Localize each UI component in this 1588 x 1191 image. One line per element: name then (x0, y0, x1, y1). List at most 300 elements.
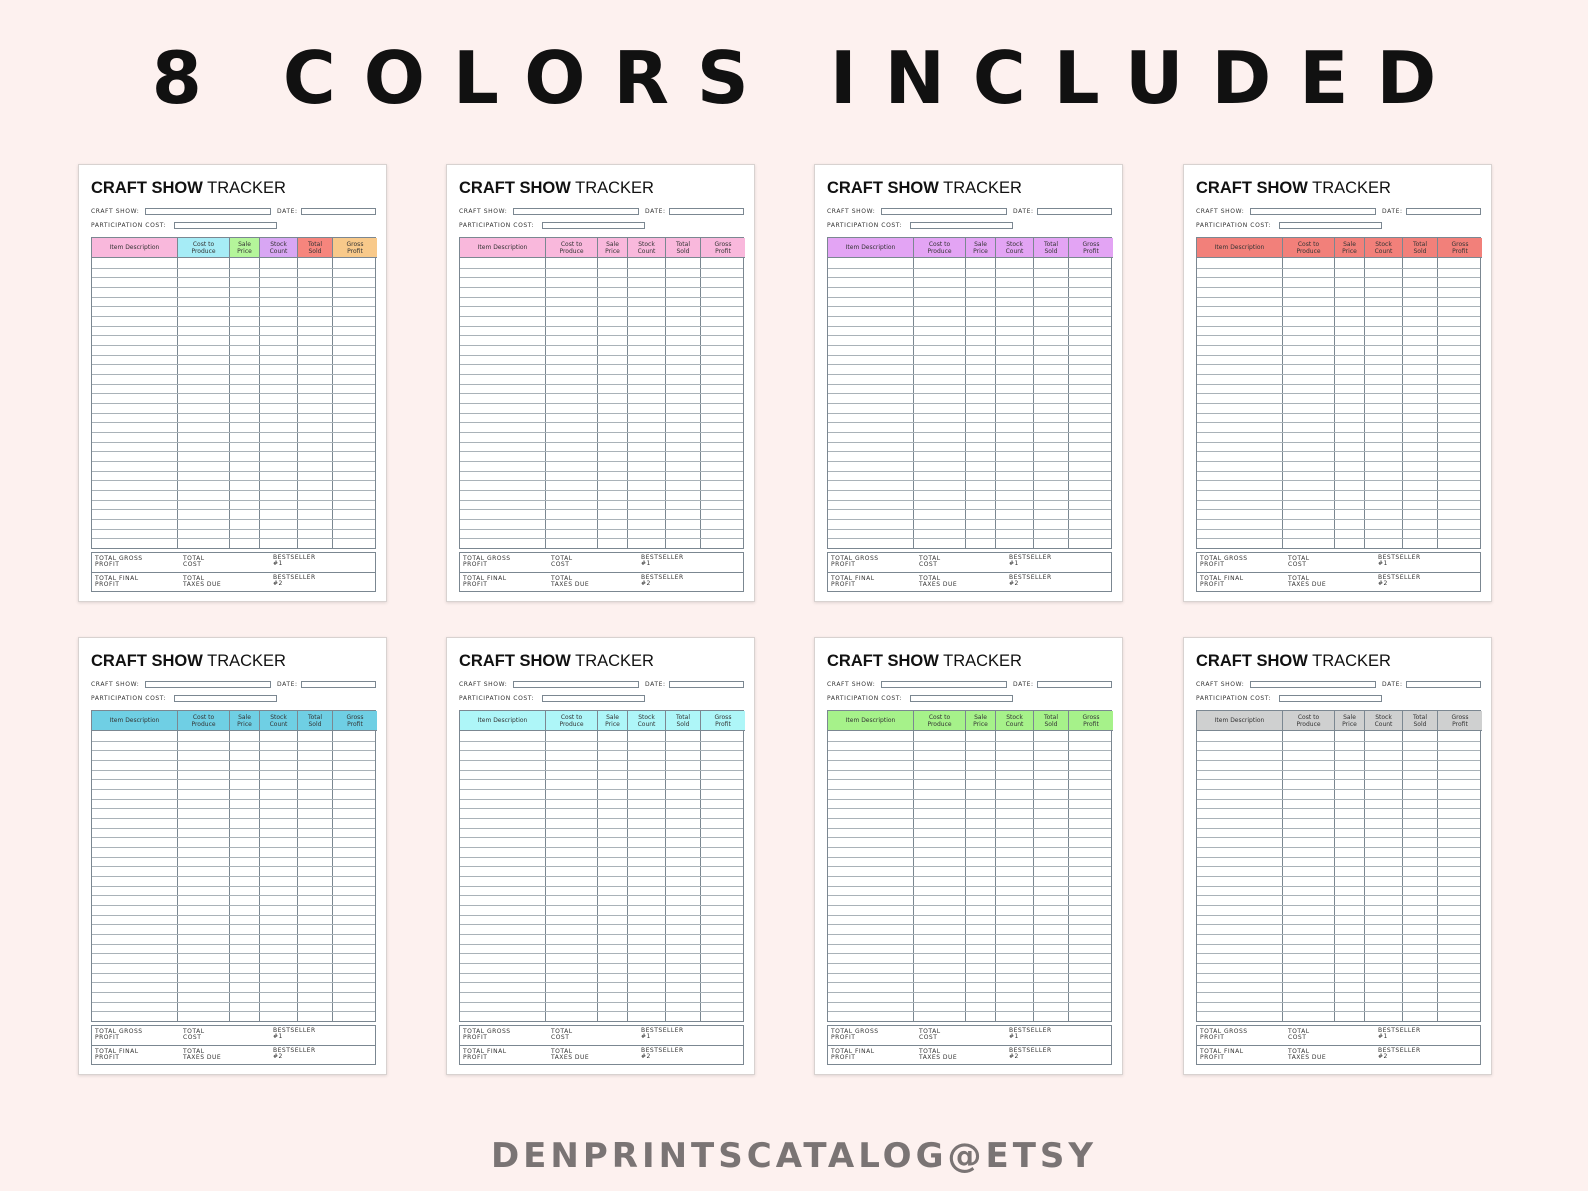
table-row-line (828, 760, 1111, 761)
tracker-page (446, 164, 755, 602)
total-final-profit-label: TOTAL FINAL PROFIT (831, 575, 875, 588)
column-header: Cost to Produce (914, 711, 966, 731)
table-row-line (828, 345, 1111, 346)
table-row-line (92, 789, 375, 790)
table-row-line (460, 538, 743, 539)
table-row-line (828, 895, 1111, 896)
table-row-line (1197, 741, 1480, 742)
table-row-line (828, 876, 1111, 877)
date-label: DATE: (1013, 208, 1034, 215)
table-row-line (460, 1011, 743, 1012)
column-header: Gross Profit (333, 711, 377, 731)
totals-box (91, 552, 376, 592)
table-row-line (1197, 461, 1480, 462)
table-row-line (828, 538, 1111, 539)
craft-show-field[interactable] (1250, 681, 1376, 688)
total-final-profit-label: TOTAL FINAL PROFIT (463, 575, 507, 588)
table-row-line (460, 316, 743, 317)
table-row-line (828, 480, 1111, 481)
table-row-line (92, 306, 375, 307)
date-label: DATE: (645, 681, 666, 688)
table-row-line (828, 992, 1111, 993)
total-final-profit-label: TOTAL FINAL PROFIT (1200, 575, 1244, 588)
table-row-line (92, 741, 375, 742)
total-taxes-due-label: TOTAL TAXES DUE (551, 1048, 590, 1061)
date-label: DATE: (277, 208, 298, 215)
column-header: Item Description (92, 238, 178, 258)
table-row-line (1197, 944, 1480, 945)
table-row-line (1197, 799, 1480, 800)
table-row-line (92, 750, 375, 751)
craft-show-label: CRAFT SHOW: (459, 681, 508, 688)
tracker-title: CRAFT SHOW TRACKER (827, 652, 1022, 670)
table-row-line (1197, 982, 1480, 983)
table-row-line (828, 500, 1111, 501)
table-row-line (92, 519, 375, 520)
column-header: Item Description (1197, 238, 1283, 258)
column-header: Stock Count (1365, 711, 1403, 731)
totals-box (1196, 1025, 1481, 1065)
table-row-line (92, 973, 375, 974)
date-field[interactable] (1406, 681, 1481, 688)
participation-cost-field[interactable] (174, 695, 277, 702)
table-row-line (460, 818, 743, 819)
table-row-line (92, 895, 375, 896)
table-row-line (460, 461, 743, 462)
column-header: Cost to Produce (914, 238, 966, 258)
table-row-line (1197, 818, 1480, 819)
table-row-line (828, 306, 1111, 307)
table-row-line (460, 789, 743, 790)
table-row-line (1197, 287, 1480, 288)
total-gross-profit-label: TOTAL GROSS PROFIT (463, 555, 511, 568)
table-row-line (1197, 924, 1480, 925)
column-header: Total Sold (1403, 238, 1438, 258)
table-row-line (92, 500, 375, 501)
totals-box (91, 1025, 376, 1065)
participation-cost-label: PARTICIPATION COST: (459, 695, 535, 702)
table-row-line (460, 297, 743, 298)
table-row-line (460, 915, 743, 916)
table-row-line (828, 326, 1111, 327)
tracker-table (827, 710, 1112, 1022)
date-field[interactable] (1406, 208, 1481, 215)
table-row-line (1197, 490, 1480, 491)
craft-show-field[interactable] (145, 681, 271, 688)
table-row-line (460, 268, 743, 269)
table-row-line (460, 393, 743, 394)
table-row-line (460, 480, 743, 481)
table-row-line (460, 403, 743, 404)
column-header: Total Sold (1403, 711, 1438, 731)
table-row-line (460, 982, 743, 983)
bestseller-1-label: BESTSELLER #1 (641, 1027, 684, 1040)
table-row-line (92, 345, 375, 346)
table-row-line (1197, 886, 1480, 887)
participation-cost-field[interactable] (542, 222, 645, 229)
footer-credit: DENPRINTSCATALOG@ETSY (490, 1136, 1098, 1176)
table-row-line (92, 915, 375, 916)
craft-show-field[interactable] (513, 681, 639, 688)
column-header: Total Sold (1034, 711, 1069, 731)
table-row-line (92, 316, 375, 317)
table-row-line (460, 866, 743, 867)
table-row-line (460, 364, 743, 365)
table-row-line (828, 403, 1111, 404)
craft-show-field[interactable] (881, 681, 1007, 688)
table-row-line (460, 1002, 743, 1003)
table-row-line (1197, 963, 1480, 964)
bestseller-1-label: BESTSELLER #1 (1009, 554, 1052, 567)
bestseller-2-label: BESTSELLER #2 (641, 574, 684, 587)
column-header: Item Description (1197, 711, 1283, 731)
table-row-line (92, 944, 375, 945)
total-gross-profit-label: TOTAL GROSS PROFIT (831, 555, 879, 568)
column-header: Cost to Produce (1283, 711, 1335, 731)
table-row-line (460, 808, 743, 809)
table-row-line (1197, 345, 1480, 346)
table-row-line (1197, 384, 1480, 385)
table-row-line (828, 963, 1111, 964)
tracker-table (91, 237, 376, 549)
table-row-line (92, 393, 375, 394)
craft-show-field[interactable] (881, 208, 1007, 215)
table-row-line (460, 857, 743, 858)
table-row-line (460, 741, 743, 742)
table-row-line (1197, 779, 1480, 780)
table-row-line (460, 442, 743, 443)
total-cost-label: TOTAL COST (551, 1028, 573, 1041)
table-row-line (460, 944, 743, 945)
table-row-line (92, 277, 375, 278)
date-field[interactable] (669, 208, 744, 215)
table-row-line (92, 364, 375, 365)
table-row-line (828, 905, 1111, 906)
table-row-line (828, 432, 1111, 433)
table-row-line (92, 297, 375, 298)
table-row-line (1197, 277, 1480, 278)
participation-cost-field[interactable] (542, 695, 645, 702)
table-row-line (92, 886, 375, 887)
table-row-line (92, 461, 375, 462)
total-cost-label: TOTAL COST (551, 555, 573, 568)
table-row-line (1197, 866, 1480, 867)
total-final-profit-label: TOTAL FINAL PROFIT (1200, 1048, 1244, 1061)
table-row-line (828, 287, 1111, 288)
table-row-line (460, 886, 743, 887)
bestseller-2-label: BESTSELLER #2 (273, 574, 316, 587)
table-row-line (828, 973, 1111, 974)
date-field[interactable] (1037, 681, 1112, 688)
date-label: DATE: (1382, 681, 1403, 688)
table-row-line (460, 451, 743, 452)
table-row-line (92, 509, 375, 510)
tracker-title: CRAFT SHOW TRACKER (459, 652, 654, 670)
table-row-line (1197, 297, 1480, 298)
column-header: Stock Count (628, 711, 666, 731)
tracker-title: CRAFT SHOW TRACKER (827, 179, 1022, 197)
total-cost-label: TOTAL COST (1288, 555, 1310, 568)
participation-cost-label: PARTICIPATION COST: (91, 222, 167, 229)
craft-show-label: CRAFT SHOW: (827, 681, 876, 688)
table-row-line (828, 1002, 1111, 1003)
total-gross-profit-label: TOTAL GROSS PROFIT (1200, 555, 1248, 568)
table-row-line (828, 413, 1111, 414)
column-header: Stock Count (996, 238, 1034, 258)
totals-box (1196, 552, 1481, 592)
column-header: Item Description (460, 711, 546, 731)
totals-box (827, 552, 1112, 592)
participation-cost-field[interactable] (1279, 222, 1382, 229)
column-header: Sale Price (966, 238, 996, 258)
bestseller-1-label: BESTSELLER #1 (1378, 554, 1421, 567)
tracker-table (91, 710, 376, 1022)
craft-show-label: CRAFT SHOW: (1196, 208, 1245, 215)
table-row-line (92, 924, 375, 925)
table-row-line (460, 345, 743, 346)
column-header: Sale Price (1335, 238, 1365, 258)
bestseller-2-label: BESTSELLER #2 (1009, 1047, 1052, 1060)
tracker-page (78, 164, 387, 602)
total-final-profit-label: TOTAL FINAL PROFIT (95, 575, 139, 588)
date-field[interactable] (1037, 208, 1112, 215)
table-row-line (1197, 413, 1480, 414)
bestseller-1-label: BESTSELLER #1 (641, 554, 684, 567)
table-row-line (828, 741, 1111, 742)
table-row-line (828, 442, 1111, 443)
participation-cost-label: PARTICIPATION COST: (827, 695, 903, 702)
tracker-table (459, 237, 744, 549)
participation-cost-label: PARTICIPATION COST: (827, 222, 903, 229)
table-row-line (828, 982, 1111, 983)
table-row-line (1197, 1002, 1480, 1003)
table-row-line (1197, 422, 1480, 423)
participation-cost-field[interactable] (910, 695, 1013, 702)
column-header: Gross Profit (1069, 711, 1113, 731)
table-row-line (92, 403, 375, 404)
table-row-line (460, 779, 743, 780)
date-field[interactable] (669, 681, 744, 688)
table-row-line (1197, 895, 1480, 896)
total-cost-label: TOTAL COST (183, 555, 205, 568)
column-header: Gross Profit (701, 711, 745, 731)
table-row-line (828, 750, 1111, 751)
table-row-line (460, 760, 743, 761)
table-row-line (1197, 770, 1480, 771)
column-header: Sale Price (598, 238, 628, 258)
table-row-line (1197, 837, 1480, 838)
column-header: Total Sold (666, 711, 701, 731)
totals-box (459, 1025, 744, 1065)
table-row-line (1197, 789, 1480, 790)
table-row-line (1197, 808, 1480, 809)
table-row-line (1197, 480, 1480, 481)
table-row-line (828, 808, 1111, 809)
table-row-line (460, 490, 743, 491)
craft-show-label: CRAFT SHOW: (459, 208, 508, 215)
table-row-line (92, 471, 375, 472)
participation-cost-label: PARTICIPATION COST: (459, 222, 535, 229)
bestseller-1-label: BESTSELLER #1 (273, 554, 316, 567)
table-row-line (1197, 509, 1480, 510)
table-row-line (1197, 403, 1480, 404)
table-row-line (92, 384, 375, 385)
table-row-line (828, 857, 1111, 858)
table-row-line (92, 799, 375, 800)
column-header: Gross Profit (1069, 238, 1113, 258)
table-row-line (92, 442, 375, 443)
participation-cost-label: PARTICIPATION COST: (1196, 695, 1272, 702)
tracker-title: CRAFT SHOW TRACKER (91, 179, 286, 197)
table-row-line (460, 953, 743, 954)
total-taxes-due-label: TOTAL TAXES DUE (919, 575, 958, 588)
table-row-line (460, 837, 743, 838)
total-gross-profit-label: TOTAL GROSS PROFIT (831, 1028, 879, 1041)
table-row-line (828, 384, 1111, 385)
table-row-line (828, 799, 1111, 800)
craft-show-label: CRAFT SHOW: (91, 208, 140, 215)
table-row-line (460, 500, 743, 501)
table-row-line (460, 413, 743, 414)
table-row-line (828, 953, 1111, 954)
table-row-line (92, 963, 375, 964)
table-row-line (1197, 471, 1480, 472)
table-row-line (460, 519, 743, 520)
table-row-line (92, 268, 375, 269)
column-header: Gross Profit (1438, 711, 1482, 731)
total-taxes-due-label: TOTAL TAXES DUE (1288, 575, 1327, 588)
table-row-line (92, 992, 375, 993)
table-row-line (92, 876, 375, 877)
table-row-line (828, 374, 1111, 375)
participation-cost-field[interactable] (910, 222, 1013, 229)
total-gross-profit-label: TOTAL GROSS PROFIT (95, 1028, 143, 1041)
table-row-line (460, 355, 743, 356)
date-label: DATE: (277, 681, 298, 688)
table-row-line (92, 866, 375, 867)
table-row-line (460, 799, 743, 800)
table-row-line (92, 422, 375, 423)
table-row-line (1197, 442, 1480, 443)
table-row-line (460, 306, 743, 307)
column-header: Gross Profit (333, 238, 377, 258)
bestseller-2-label: BESTSELLER #2 (1378, 1047, 1421, 1060)
column-header: Item Description (460, 238, 546, 258)
table-row-line (828, 837, 1111, 838)
tracker-page (814, 164, 1123, 602)
table-row-line (460, 529, 743, 530)
column-header: Cost to Produce (546, 711, 598, 731)
table-row-line (92, 451, 375, 452)
tracker-title: CRAFT SHOW TRACKER (91, 652, 286, 670)
total-cost-label: TOTAL COST (919, 555, 941, 568)
table-row-line (460, 905, 743, 906)
table-row-line (460, 847, 743, 848)
table-row-line (92, 847, 375, 848)
table-row-line (828, 393, 1111, 394)
column-header: Total Sold (666, 238, 701, 258)
table-row-line (828, 770, 1111, 771)
column-header: Cost to Produce (178, 711, 230, 731)
table-row-line (92, 529, 375, 530)
table-row-line (460, 770, 743, 771)
table-row-line (828, 422, 1111, 423)
table-row-line (460, 374, 743, 375)
table-row-line (92, 490, 375, 491)
column-header: Gross Profit (1438, 238, 1482, 258)
table-row-line (92, 335, 375, 336)
total-gross-profit-label: TOTAL GROSS PROFIT (463, 1028, 511, 1041)
tracker-table (459, 710, 744, 1022)
column-header: Sale Price (230, 238, 260, 258)
tracker-page (814, 637, 1123, 1075)
table-row-line (828, 886, 1111, 887)
total-taxes-due-label: TOTAL TAXES DUE (551, 575, 590, 588)
table-row-line (1197, 519, 1480, 520)
totals-box (827, 1025, 1112, 1065)
table-row-line (1197, 432, 1480, 433)
date-label: DATE: (1013, 681, 1034, 688)
table-row-line (1197, 268, 1480, 269)
column-header: Total Sold (298, 711, 333, 731)
column-header: Stock Count (260, 238, 298, 258)
table-row-line (460, 992, 743, 993)
totals-box (459, 552, 744, 592)
column-header: Item Description (92, 711, 178, 731)
table-row-line (460, 895, 743, 896)
bestseller-1-label: BESTSELLER #1 (1009, 1027, 1052, 1040)
column-header: Sale Price (598, 711, 628, 731)
column-header: Cost to Produce (178, 238, 230, 258)
table-row-line (92, 326, 375, 327)
total-gross-profit-label: TOTAL GROSS PROFIT (1200, 1028, 1248, 1041)
table-row-line (460, 326, 743, 327)
table-row-line (828, 818, 1111, 819)
headline: 8 COLORS INCLUDED (151, 36, 1465, 120)
column-header: Item Description (828, 238, 914, 258)
table-row-line (1197, 857, 1480, 858)
tracker-page (1183, 164, 1492, 602)
total-taxes-due-label: TOTAL TAXES DUE (183, 1048, 222, 1061)
date-field[interactable] (301, 208, 376, 215)
date-field[interactable] (301, 681, 376, 688)
table-row-line (1197, 393, 1480, 394)
column-header: Stock Count (1365, 238, 1403, 258)
tracker-page (1183, 637, 1492, 1075)
table-row-line (1197, 905, 1480, 906)
table-row-line (1197, 335, 1480, 336)
craft-show-field[interactable] (513, 208, 639, 215)
table-row-line (460, 828, 743, 829)
tracker-title: CRAFT SHOW TRACKER (1196, 652, 1391, 670)
table-row-line (460, 471, 743, 472)
participation-cost-field[interactable] (1279, 695, 1382, 702)
table-row-line (828, 529, 1111, 530)
table-row-line (828, 924, 1111, 925)
table-row-line (828, 1011, 1111, 1012)
craft-show-field[interactable] (145, 208, 271, 215)
participation-cost-field[interactable] (174, 222, 277, 229)
craft-show-field[interactable] (1250, 208, 1376, 215)
bestseller-1-label: BESTSELLER #1 (273, 1027, 316, 1040)
tracker-table (1196, 710, 1481, 1022)
table-row-line (460, 277, 743, 278)
column-header: Stock Count (996, 711, 1034, 731)
bestseller-2-label: BESTSELLER #2 (1378, 574, 1421, 587)
table-row-line (1197, 364, 1480, 365)
table-row-line (1197, 934, 1480, 935)
column-header: Sale Price (1335, 711, 1365, 731)
